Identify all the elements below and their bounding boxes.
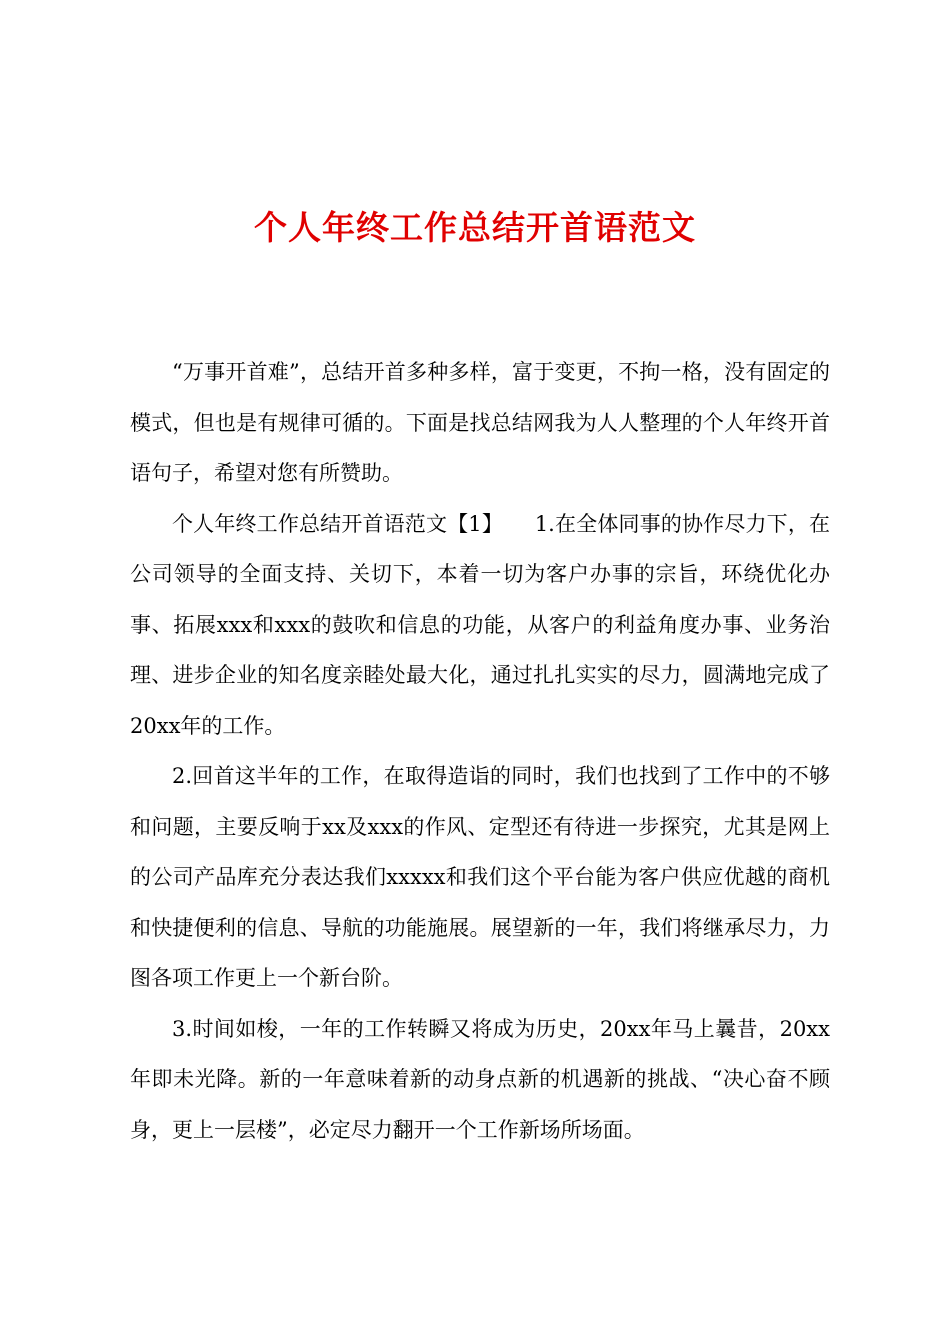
document-title: 个人年终工作总结开首语范文 — [254, 208, 696, 247]
paragraph-sample-2: 2.回首这半年的工作，在取得造诣的同时，我们也找到了工作中的不够和问题，主要反响于xx及xxx的作风、定型还有待进一步探究，尤其是网上的公司产品库充分表达我们xxxxx和我们这个平台能为客户供应优越的商机和快捷便利的信息、导航的功能施展。展望新的一年，我们将继承尽力，力图各项工作更上一个新台阶。 — [130, 764, 830, 990]
paragraph-intro: “万事开首难”，总结开首多种多样，富于变更，不拘一格，没有固定的模式，但也是有规律可循的。下面是找总结网我为人人整理的个人年终开首语句子，希望对您有所赞助。 — [130, 360, 830, 485]
document-body — [130, 347, 830, 1155]
paragraph-sample-1: 个人年终工作总结开首语范文【1】 1.在全体同事的协作尽力下，在公司领导的全面支持、关切下，本着一切为客户办事的宗旨，环绕优化办事、拓展xxx和xxx的鼓吹和信息的功能，从客户的利益角度办事、业务治理、进步企业的知名度亲睦处最大化，通过扎扎实实的尽力，圆满地完成了20xx年的工作。 — [130, 511, 830, 738]
paragraph-sample-3: 3.时间如梭，一年的工作转瞬又将成为历史，20xx年马上曩昔，20xx年即未光降。新的一年意味着新的动身点新的机遇新的挑战、“决心奋不顾身，更上一层楼”，必定尽力翻开一个工作新场所场面。 — [130, 1016, 830, 1142]
